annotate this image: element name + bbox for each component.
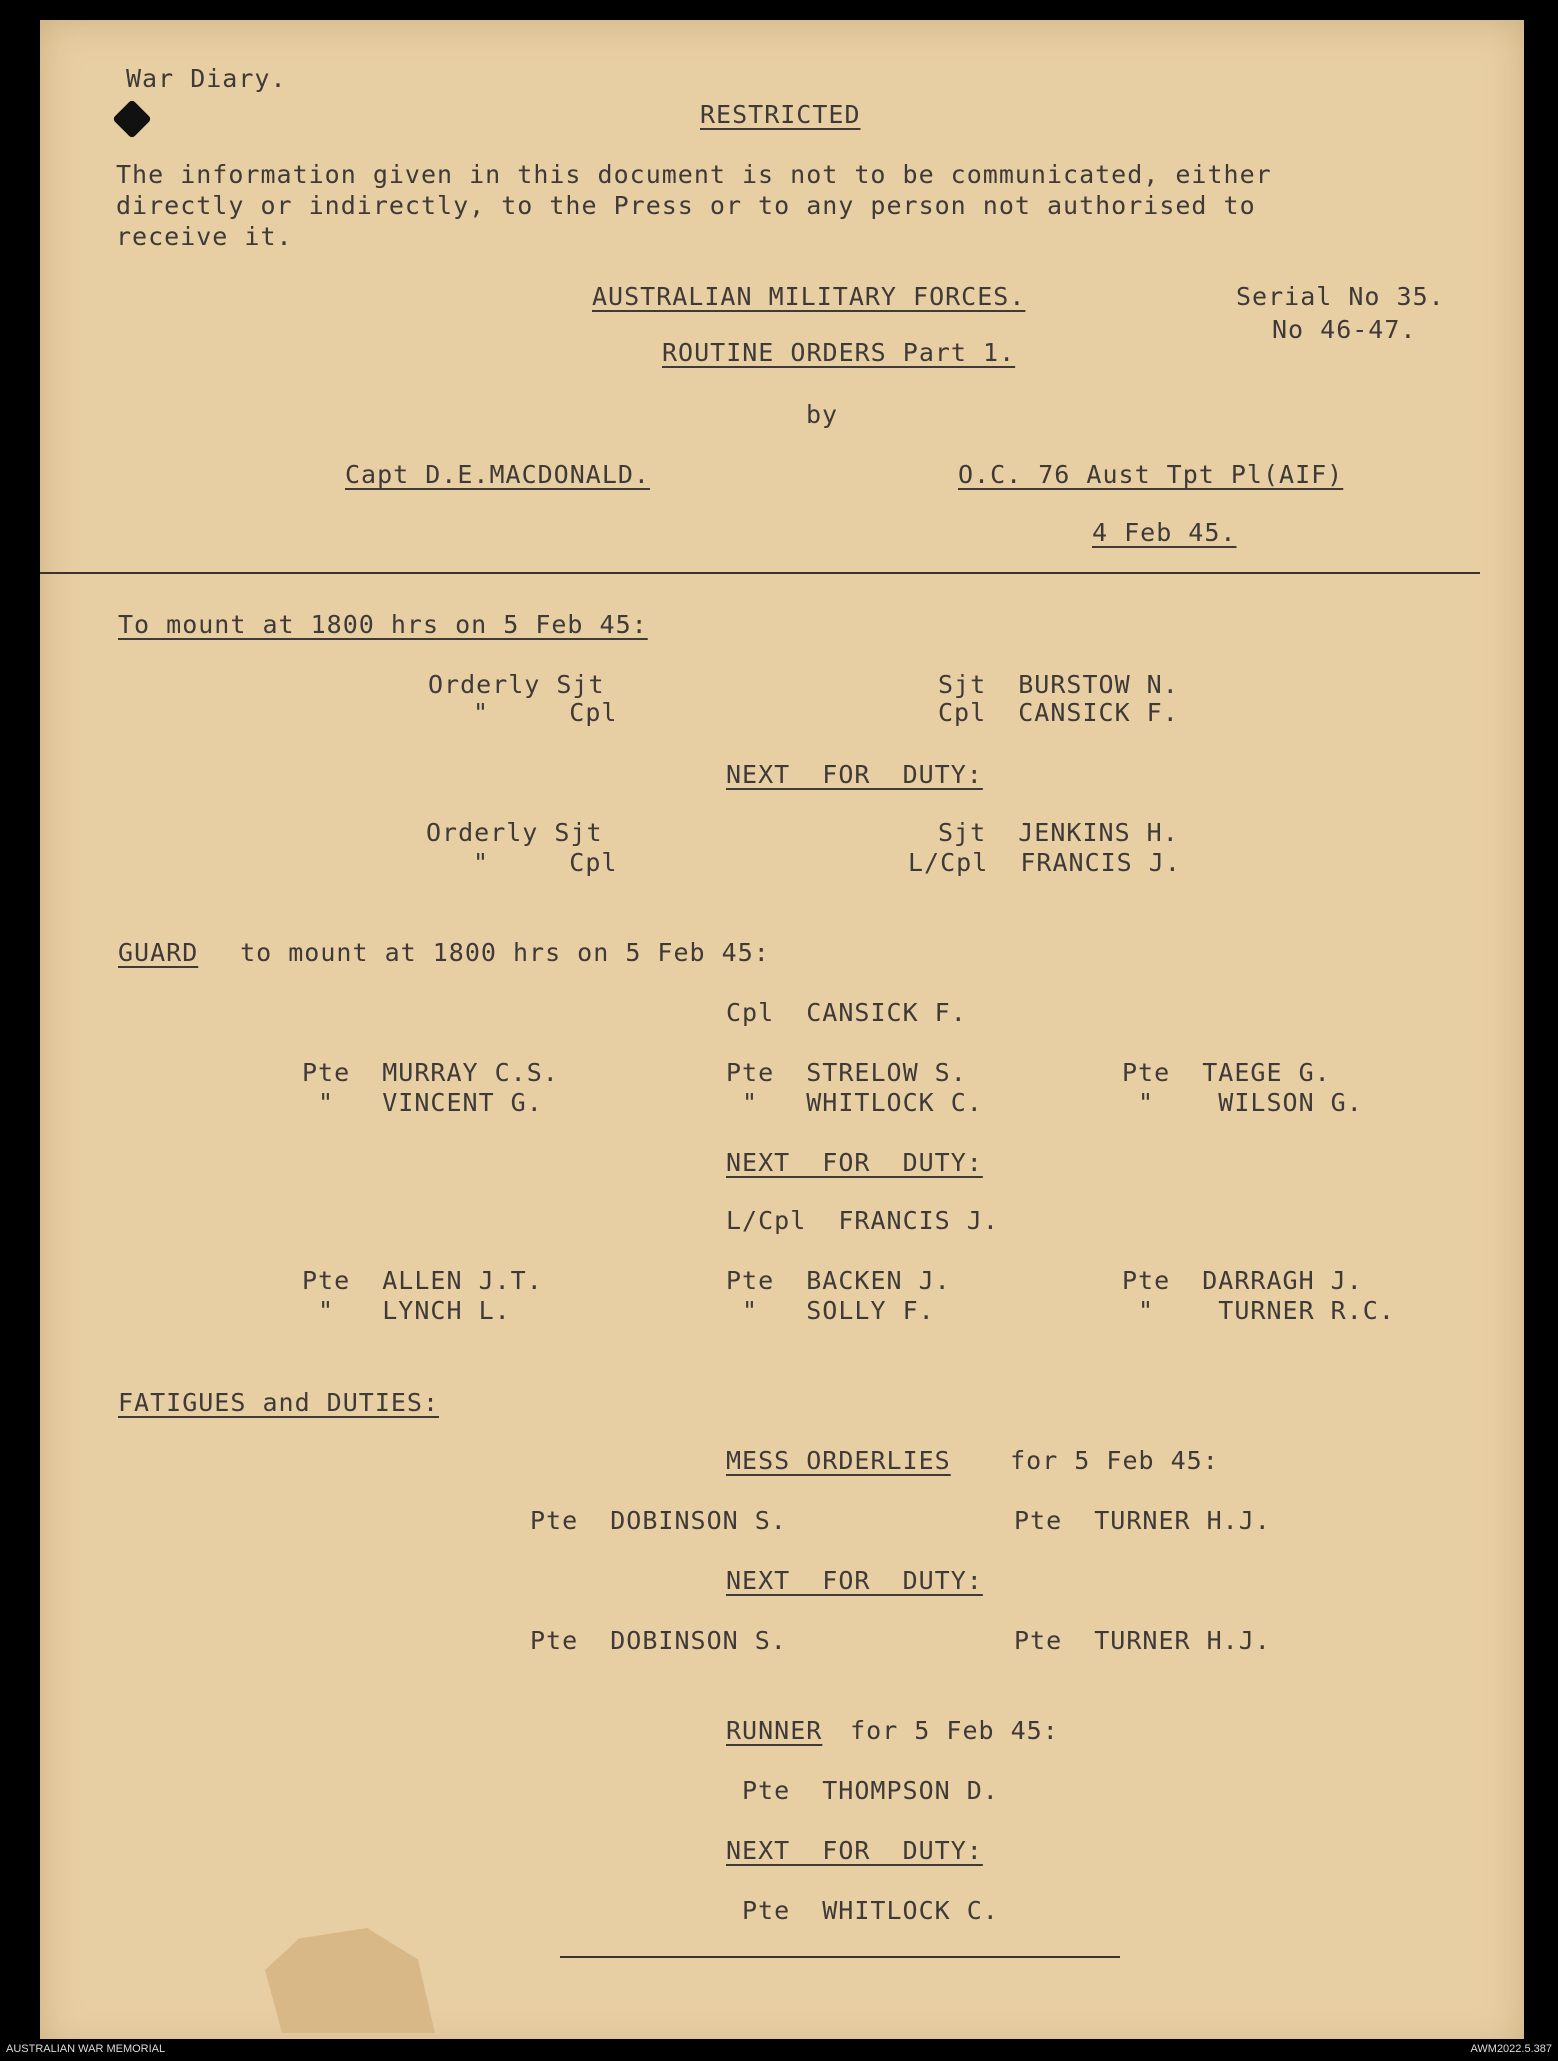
- guard-leader: Cpl CANSICK F.: [726, 998, 967, 1027]
- guard-next-col3-row1: Pte DARRAGH J.: [1122, 1266, 1363, 1295]
- header-divider: [40, 572, 1480, 574]
- orderly-heading: To mount at 1800 hrs on 5 Feb 45:: [118, 610, 648, 639]
- mess-orderly-a: Pte DOBINSON S.: [530, 1506, 787, 1535]
- guard-next-col1-row2: " LYNCH L.: [302, 1296, 511, 1325]
- mess-orderlies-date: for 5 Feb 45:: [978, 1446, 1219, 1475]
- guard-col1-row1: Pte MURRAY C.S.: [302, 1058, 559, 1087]
- guard-next-col2-row1: Pte BACKEN J.: [726, 1266, 951, 1295]
- runner-next-label: NEXT FOR DUTY:: [726, 1836, 983, 1865]
- mess-next-a: Pte DOBINSON S.: [530, 1626, 787, 1655]
- guard-next-col1-row1: Pte ALLEN J.T.: [302, 1266, 543, 1295]
- order-number: No 46-47.: [1272, 315, 1417, 344]
- guard-next-leader: L/Cpl FRANCIS J.: [726, 1206, 999, 1235]
- runner-next-name: Pte WHITLOCK C.: [742, 1896, 999, 1925]
- orderly-role-2: " Cpl: [473, 698, 618, 727]
- notice-line-1: The information given in this document is not to be communicated, either: [116, 160, 1272, 189]
- runner-label: RUNNER: [726, 1716, 823, 1745]
- mess-orderly-b: Pte TURNER H.J.: [1014, 1506, 1271, 1535]
- mess-next-label: NEXT FOR DUTY:: [726, 1566, 983, 1595]
- orderly-next-name-1: Sjt JENKINS H.: [938, 818, 1179, 847]
- guard-col3-row2: " WILSON G.: [1122, 1088, 1363, 1117]
- routine-orders-title: ROUTINE ORDERS Part 1.: [662, 338, 1016, 367]
- forces-title: AUSTRALIAN MILITARY FORCES.: [592, 282, 1026, 311]
- orderly-next-label: NEXT FOR DUTY:: [726, 760, 983, 789]
- war-diary-label: War Diary.: [126, 64, 287, 93]
- runner-name: Pte THOMPSON D.: [742, 1776, 999, 1805]
- archive-footer: [0, 2039, 1558, 2061]
- guard-heading-label: GUARD: [118, 938, 199, 967]
- footer-divider: [560, 1956, 1120, 1958]
- archive-name: AUSTRALIAN WAR MEMORIAL: [6, 2043, 166, 2055]
- runner-date: for 5 Feb 45:: [818, 1716, 1059, 1745]
- guard-next-label: NEXT FOR DUTY:: [726, 1148, 983, 1177]
- oc-title: O.C. 76 Aust Tpt Pl(AIF): [958, 460, 1344, 489]
- mess-next-b: Pte TURNER H.J.: [1014, 1626, 1271, 1655]
- orderly-next-name-2: L/Cpl FRANCIS J.: [908, 848, 1181, 877]
- guard-heading: to mount at 1800 hrs on 5 Feb 45:: [208, 938, 770, 967]
- serial-number: Serial No 35.: [1236, 282, 1445, 311]
- archive-reference: AWM2022.5.387: [1470, 2043, 1552, 2055]
- restricted-heading: RESTRICTED: [700, 100, 861, 129]
- guard-col1-row2: " VINCENT G.: [302, 1088, 543, 1117]
- guard-col2-row2: " WHITLOCK C.: [726, 1088, 983, 1117]
- guard-col3-row1: Pte TAEGE G.: [1122, 1058, 1331, 1087]
- notice-line-2: directly or indirectly, to the Press or to any person not authorised to: [116, 191, 1256, 220]
- captain-name: Capt D.E.MACDONALD.: [345, 460, 650, 489]
- orderly-name-2: Cpl CANSICK F.: [938, 698, 1179, 727]
- notice-line-3: receive it.: [116, 222, 293, 251]
- guard-next-col3-row2: " TURNER R.C.: [1122, 1296, 1395, 1325]
- mess-orderlies-label: MESS ORDERLIES: [726, 1446, 951, 1475]
- order-date: 4 Feb 45.: [1092, 518, 1237, 547]
- guard-col2-row1: Pte STRELOW S.: [726, 1058, 967, 1087]
- orderly-name-1: Sjt BURSTOW N.: [938, 670, 1179, 699]
- orderly-next-role-1: Orderly Sjt: [426, 818, 603, 847]
- orderly-role-1: Orderly Sjt: [428, 670, 605, 699]
- guard-next-col2-row2: " SOLLY F.: [726, 1296, 935, 1325]
- orderly-next-role-2: " Cpl: [473, 848, 618, 877]
- fatigues-heading: FATIGUES and DUTIES:: [118, 1388, 440, 1417]
- by-label: by: [806, 400, 839, 429]
